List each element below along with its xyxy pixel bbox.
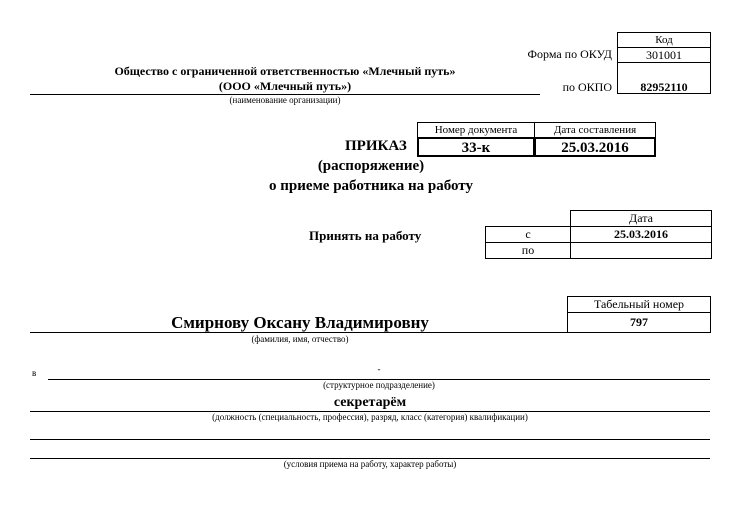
hire-date-header: Дата	[570, 210, 712, 227]
code-header: Код	[617, 32, 711, 48]
organization-full-name: Общество с ограниченной ответственностью «Млечный путь»	[114, 64, 456, 78]
employee-name: Смирнову Оксану Владимировну	[171, 313, 429, 332]
order-title-alt: (распоряжение)	[317, 158, 425, 174]
conditions-line-1	[30, 439, 710, 440]
okud-label: Форма по ОКУД	[527, 47, 612, 61]
okpo-label: по ОКПО	[562, 80, 612, 94]
conditions-caption: (условия приема на работу, характер работы)	[283, 459, 457, 469]
doc-date-header: Дата составления	[534, 122, 656, 138]
department-value: -	[377, 364, 381, 374]
okpo-value: 82952110	[617, 62, 711, 94]
tab-number-header: Табельный номер	[567, 296, 711, 313]
hire-to-value	[570, 242, 712, 259]
order-title: ПРИКАЗ	[345, 138, 407, 154]
hire-label: Принять на работу	[309, 228, 422, 243]
organization-caption: (наименование организации)	[229, 95, 341, 105]
position-value: секретарём	[333, 395, 407, 410]
employee-underline	[30, 332, 567, 333]
doc-number-value: 33-к	[417, 137, 535, 157]
organization-short-name: (ООО «Млечный путь»)	[218, 79, 352, 93]
employee-caption: (фамилия, имя, отчество)	[251, 334, 349, 344]
position-caption: (должность (специальность, профессия), разряд, класс (категория) квалификации)	[212, 412, 528, 422]
tab-number-value: 797	[567, 312, 711, 333]
okud-value: 301001	[617, 47, 711, 63]
hire-to-label: по	[485, 242, 571, 259]
department-caption: (структурное подразделение)	[323, 380, 435, 390]
department-prefix: в	[32, 368, 37, 378]
doc-number-header: Номер документа	[417, 122, 535, 138]
doc-date-value: 25.03.2016	[534, 137, 656, 157]
hire-from-label: с	[485, 226, 571, 243]
order-subject: о приеме работника на работу	[269, 178, 473, 194]
hire-from-value: 25.03.2016	[570, 226, 712, 243]
